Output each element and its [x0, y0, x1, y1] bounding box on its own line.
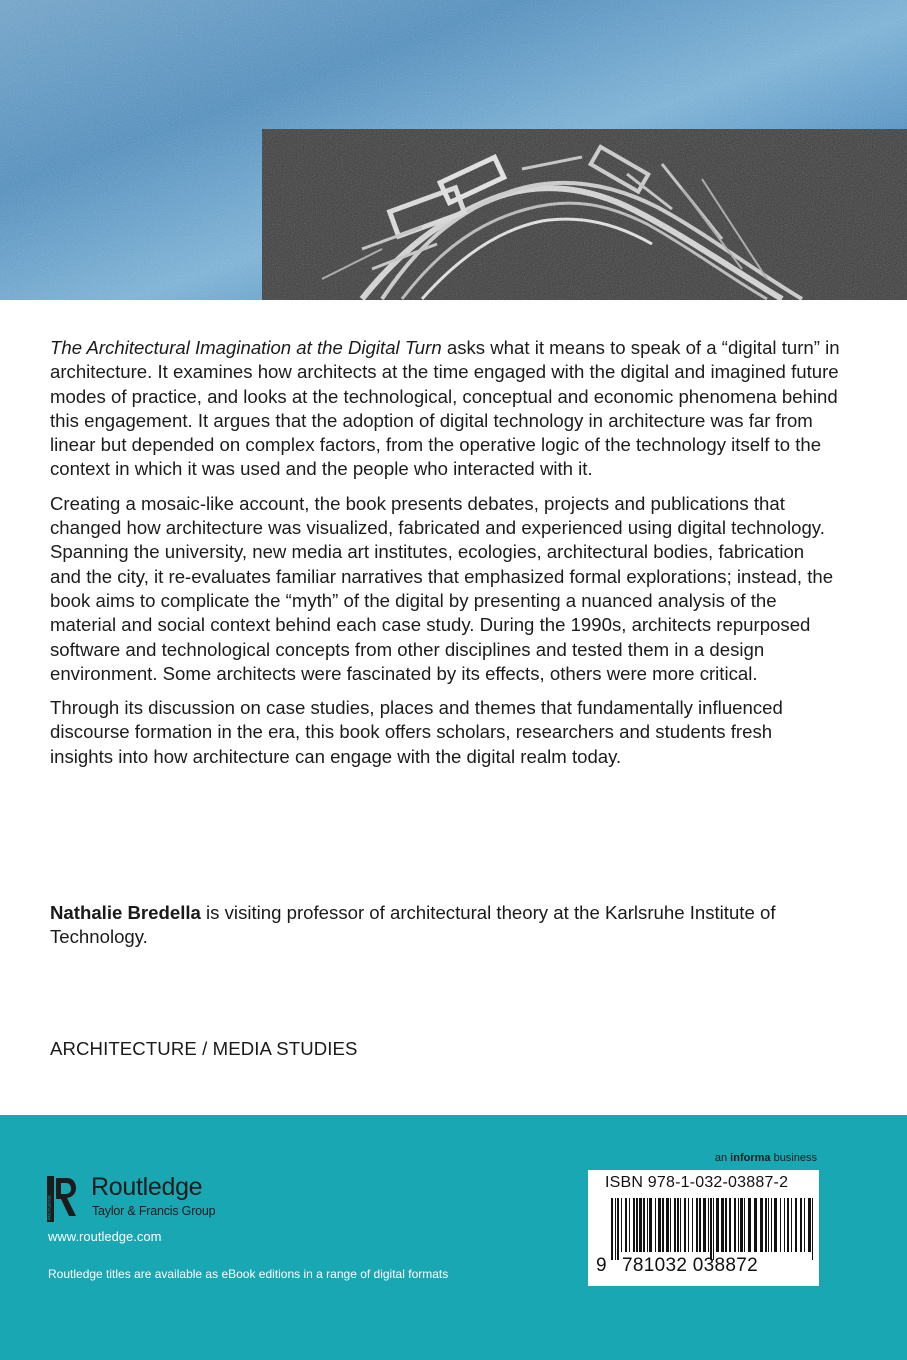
barcode-bar: [674, 1198, 676, 1252]
barcode-bar: [633, 1198, 635, 1252]
barcode-bar: [649, 1198, 652, 1252]
barcode-bar: [787, 1198, 789, 1252]
barcode-bar: [771, 1198, 772, 1252]
publisher-url[interactable]: www.routledge.com: [48, 1229, 162, 1244]
barcode-bar: [780, 1198, 781, 1252]
barcode-bar: [808, 1198, 811, 1252]
barcode-bar: [677, 1198, 679, 1252]
barcode-bar: [692, 1198, 693, 1252]
barcode-bar: [611, 1198, 613, 1260]
description-paragraph-3: Through its discussion on case studies, places and themes that fundamentally influenced discourse formation in the era, this book offers scholars, researchers and students fresh insights into how architecture can engage with the digital realm today.: [50, 697, 783, 767]
barcode-bar: [804, 1198, 805, 1252]
book-title: The Architectural Imagination at the Digital Turn: [50, 337, 442, 358]
barcode-bar: [768, 1198, 769, 1252]
barcode-bar: [760, 1198, 763, 1252]
barcode-bars: [611, 1198, 816, 1260]
barcode-bar: [670, 1198, 671, 1252]
barcode-bar: [738, 1198, 739, 1252]
barcode-bar: [754, 1198, 757, 1252]
barcode-bar: [713, 1198, 714, 1260]
barcode-bar: [795, 1198, 797, 1252]
description-paragraph-2: Creating a mosaic-like account, the book presents debates, projects and publications that changed how architecture was visualized, fabricated and experienced using digital technology. Spanning the university, new media art institutes, ecologies, architectural bodies, fabrication and the city, it re-evaluates familiar narratives that emphasized formal explorations; instead, the book aims to complicate the “myth” of the digital by presenting a nuanced analysis of the material and social context behind each case study. During the 1990s, architects repurposed software and technological concepts from other disciplines and tested them in a design environment. Some architects were fascinated by its effects, others were more critical.: [50, 492, 834, 684]
barcode-bar: [696, 1198, 698, 1252]
barcode-bar: [716, 1198, 719, 1252]
barcode-bar: [658, 1198, 661, 1252]
publisher-group: Taylor & Francis Group: [92, 1204, 216, 1218]
barcode-bar: [734, 1198, 736, 1252]
barcode-bar: [688, 1198, 689, 1252]
barcode-bar: [662, 1198, 664, 1252]
barcode-bar: [812, 1198, 813, 1260]
barcode-bar: [629, 1198, 630, 1252]
barcode-bar: [647, 1198, 648, 1252]
author-name: Nathalie Bredella: [50, 902, 201, 923]
barcode-bar: [617, 1198, 619, 1260]
description-paragraph-1: The Architectural Imagination at the Digital Turn asks what it means to speak of a “digital turn” in architecture. It examines how architects at the time engaged with the digital and imagined future modes of practice, and looks at the technological, conceptual and economic phenomena behind this engagement. It argues that the adoption of digital technology in architecture was far from linear but depended on complex factors, from the operative logic of the technology itself to the context in which it was used and the people who interacted with it.: [50, 337, 840, 480]
barcode-bar: [643, 1198, 645, 1252]
book-description: [50, 336, 840, 779]
informa-tagline: an informa business: [714, 1152, 817, 1164]
barcode-bar: [791, 1198, 792, 1252]
logo-vertical-text: ROUTLEDGE: [47, 1195, 52, 1220]
barcode-first-digit: 9: [596, 1255, 607, 1276]
barcode-bar: [615, 1198, 616, 1260]
barcode-bar: [655, 1198, 656, 1252]
barcode-bar: [748, 1198, 751, 1252]
barcode-bar: [740, 1198, 743, 1252]
photo-grain-texture: [0, 0, 907, 300]
barcode-bar: [666, 1198, 669, 1252]
routledge-logo-icon: [47, 1176, 77, 1222]
barcode-bar: [625, 1198, 627, 1252]
barcode-bar: [699, 1198, 701, 1252]
barcode-bar: [639, 1198, 642, 1252]
barcode-digits: 781032 038872: [622, 1255, 758, 1276]
barcode-bar: [684, 1198, 686, 1252]
barcode-bar: [744, 1198, 745, 1252]
barcode-bar: [784, 1198, 785, 1252]
isbn-number: ISBN 978-1-032-03887-2: [605, 1174, 789, 1191]
ebook-note: Routledge titles are available as eBook editions in a range of digital formats: [48, 1267, 449, 1281]
barcode-bar: [725, 1198, 727, 1252]
barcode-bar: [710, 1198, 712, 1260]
barcode-bar: [636, 1198, 638, 1252]
cover-photo: [0, 0, 907, 300]
barcode-bar: [708, 1198, 709, 1252]
barcode-bar: [774, 1198, 777, 1252]
barcode-bar: [765, 1198, 767, 1252]
subject-category: ARCHITECTURE / MEDIA STUDIES: [50, 1038, 358, 1059]
barcode-bar: [621, 1198, 622, 1252]
author-bio: Nathalie Bredella is visiting professor of architectural theory at the Karlsruhe Institute of Technology.: [50, 902, 776, 948]
barcode-bar: [703, 1198, 706, 1252]
barcode-bar: [729, 1198, 731, 1252]
barcode-bar: [800, 1198, 802, 1252]
barcode-bar: [721, 1198, 724, 1252]
publisher-name: Routledge: [91, 1173, 203, 1201]
barcode-bar: [680, 1198, 681, 1252]
